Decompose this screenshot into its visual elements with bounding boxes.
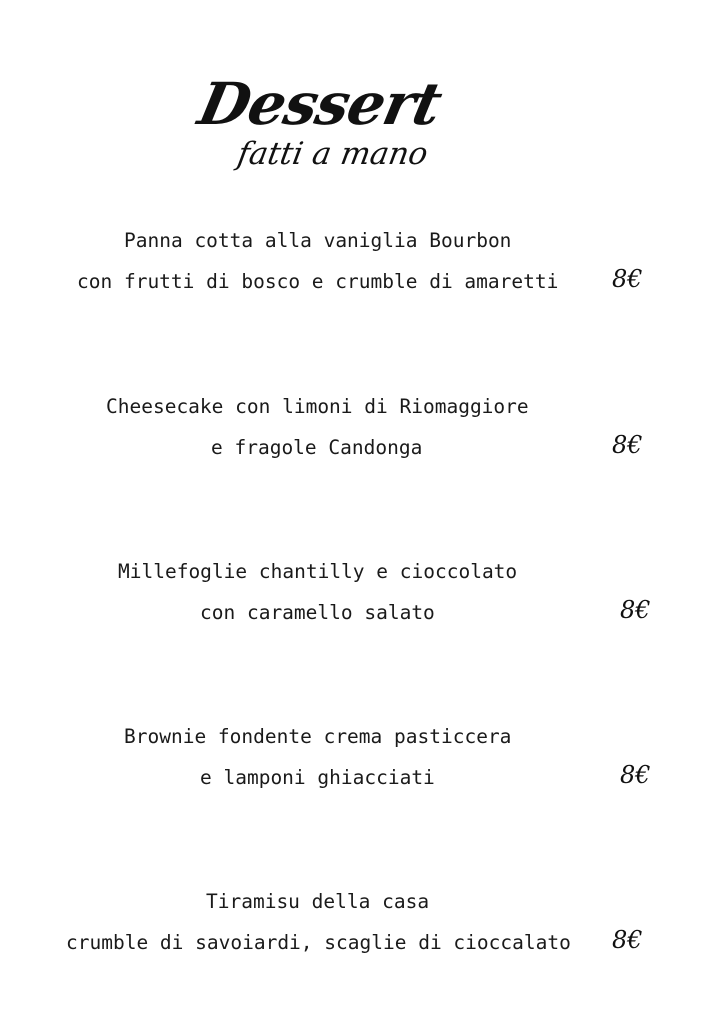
menu-subtitle: fatti a mano — [234, 136, 431, 172]
menu-title: Dessert — [192, 70, 447, 138]
menu-item-tiramisu — [0, 890, 721, 980]
item-price: 8€ — [620, 761, 651, 789]
item-name: Panna cotta alla vaniglia Bourbon — [124, 229, 512, 252]
menu-item-millefoglie — [0, 560, 721, 650]
item-description: crumble di savoiardi, scaglie di cioccalato — [66, 931, 571, 954]
item-description: con frutti di bosco e crumble di amaretti — [77, 270, 559, 293]
item-name: Tiramisu della casa — [206, 890, 430, 913]
menu-header — [0, 70, 721, 190]
item-price: 8€ — [612, 926, 643, 954]
item-description: con caramello salato — [200, 601, 435, 624]
item-price: 8€ — [612, 431, 643, 459]
item-price: 8€ — [612, 265, 643, 293]
menu-item-brownie — [0, 725, 721, 815]
item-name: Millefoglie chantilly e cioccolato — [118, 560, 518, 583]
item-description: e lamponi ghiacciati — [200, 766, 435, 789]
item-price: 8€ — [620, 596, 651, 624]
menu-item-cheesecake — [0, 395, 721, 485]
item-description: e fragole Candonga — [211, 436, 423, 459]
item-name: Brownie fondente crema pasticcera — [124, 725, 512, 748]
menu-item-panna-cotta — [0, 229, 721, 319]
item-name: Cheesecake con limoni di Riomaggiore — [106, 395, 529, 418]
